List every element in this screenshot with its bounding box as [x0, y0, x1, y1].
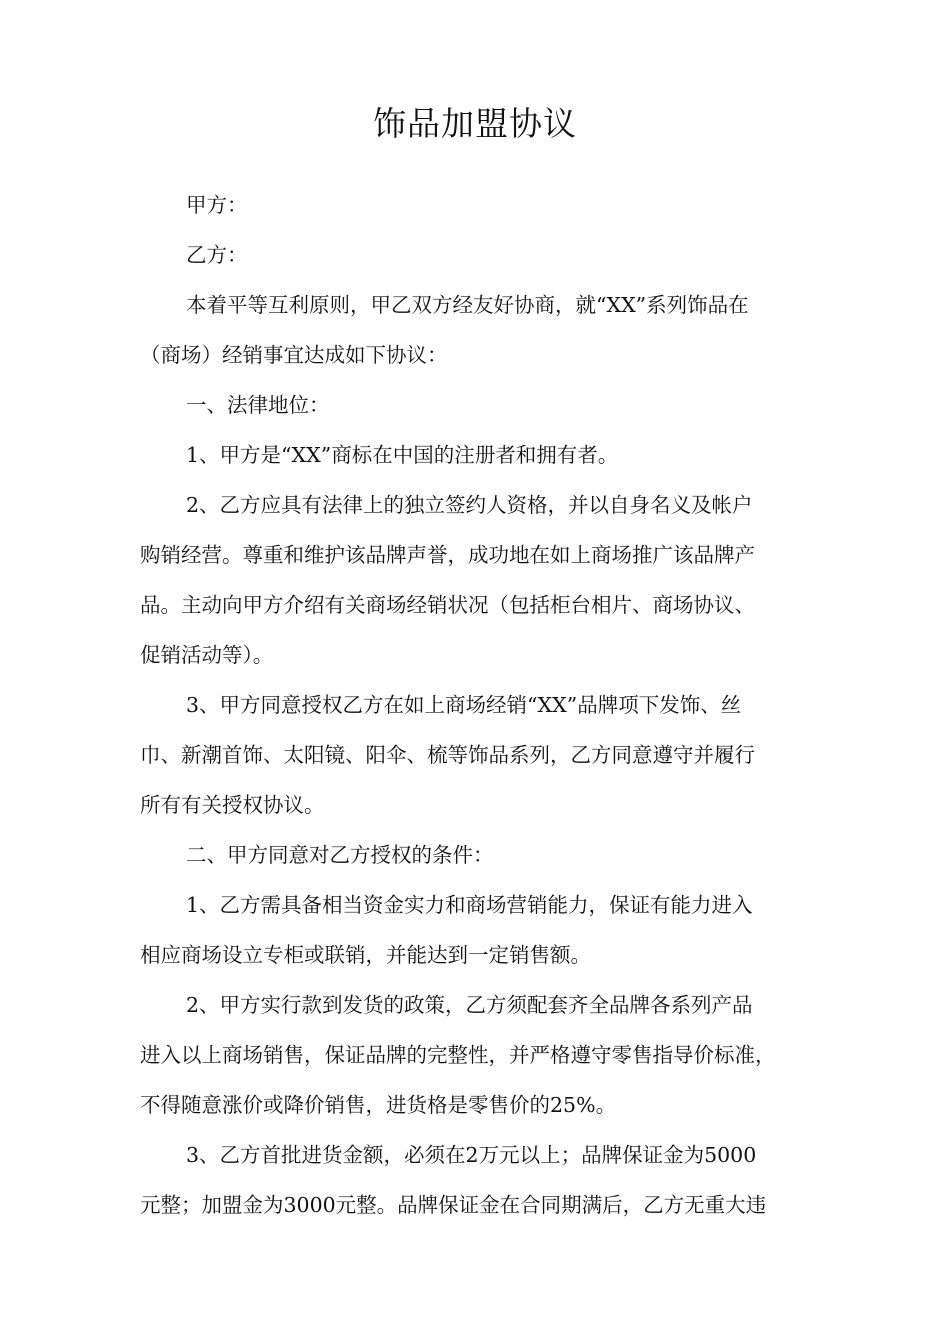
- text-line: 乙方：: [186, 243, 248, 267]
- text-line: （商场）经销事宜达成如下协议：: [140, 343, 448, 367]
- text-line: 2、乙方应具有法律上的独立签约人资格，并以自身名义及帐户: [186, 493, 753, 517]
- text-line: 元整；加盟金为3000元整。品牌保证金在合同期满后，乙方无重大违: [140, 1193, 767, 1217]
- text-line: 甲方：: [186, 193, 248, 217]
- document-body: [140, 180, 830, 1230]
- clause-2-1: [140, 880, 830, 980]
- text-line: 购销经营。尊重和维护该品牌声誉，成功地在如上商场推广该品牌产: [140, 543, 755, 567]
- clause-2-2: [140, 980, 830, 1130]
- paragraph-party-a: [140, 180, 830, 230]
- text-line: 本着平等互利原则，甲乙双方经友好协商，就“XX”系列饰品在: [186, 293, 749, 317]
- text-line: 1、乙方需具备相当资金实力和商场营销能力，保证有能力进入: [186, 893, 753, 917]
- document-title: 饰品加盟协议: [373, 104, 577, 143]
- text-line: 2、甲方实行款到发货的政策，乙方须配套齐全品牌各系列产品: [186, 993, 753, 1017]
- paragraph-party-b: [140, 230, 830, 280]
- paragraph-preamble: [140, 280, 830, 380]
- clause-1-1: [140, 430, 830, 480]
- text-line: 相应商场设立专柜或联销，并能达到一定销售额。: [140, 943, 591, 967]
- text-line: 所有有关授权协议。: [140, 793, 325, 817]
- section-heading-legal-status: [140, 380, 830, 430]
- text-line: 1、甲方是“XX”商标在中国的注册者和拥有者。: [186, 443, 619, 467]
- clause-1-2: [140, 480, 830, 680]
- text-line: 进入以上商场销售，保证品牌的完整性，并严格遵守零售指导价标准，: [140, 1043, 776, 1067]
- text-line: 巾、新潮首饰、太阳镜、阳伞、梳等饰品系列，乙方同意遵守并履行: [140, 743, 755, 767]
- text-line: 不得随意涨价或降价销售，进货格是零售价的25%。: [140, 1093, 617, 1117]
- text-line: 促销活动等）。: [140, 643, 274, 667]
- section-heading-authorization-conditions: [140, 830, 830, 880]
- clause-1-3: [140, 680, 830, 830]
- text-line: 3、乙方首批进货金额，必须在2万元以上；品牌保证金为5000: [186, 1143, 757, 1167]
- clause-2-3: [140, 1130, 830, 1230]
- text-line: 一、法律地位：: [186, 393, 330, 417]
- text-line: 二、甲方同意对乙方授权的条件：: [186, 843, 494, 867]
- text-line: 3、甲方同意授权乙方在如上商场经销“XX”品牌项下发饰、丝: [186, 693, 742, 717]
- text-line: 品。主动向甲方介绍有关商场经销状况（包括柜台相片、商场协议、: [140, 593, 755, 617]
